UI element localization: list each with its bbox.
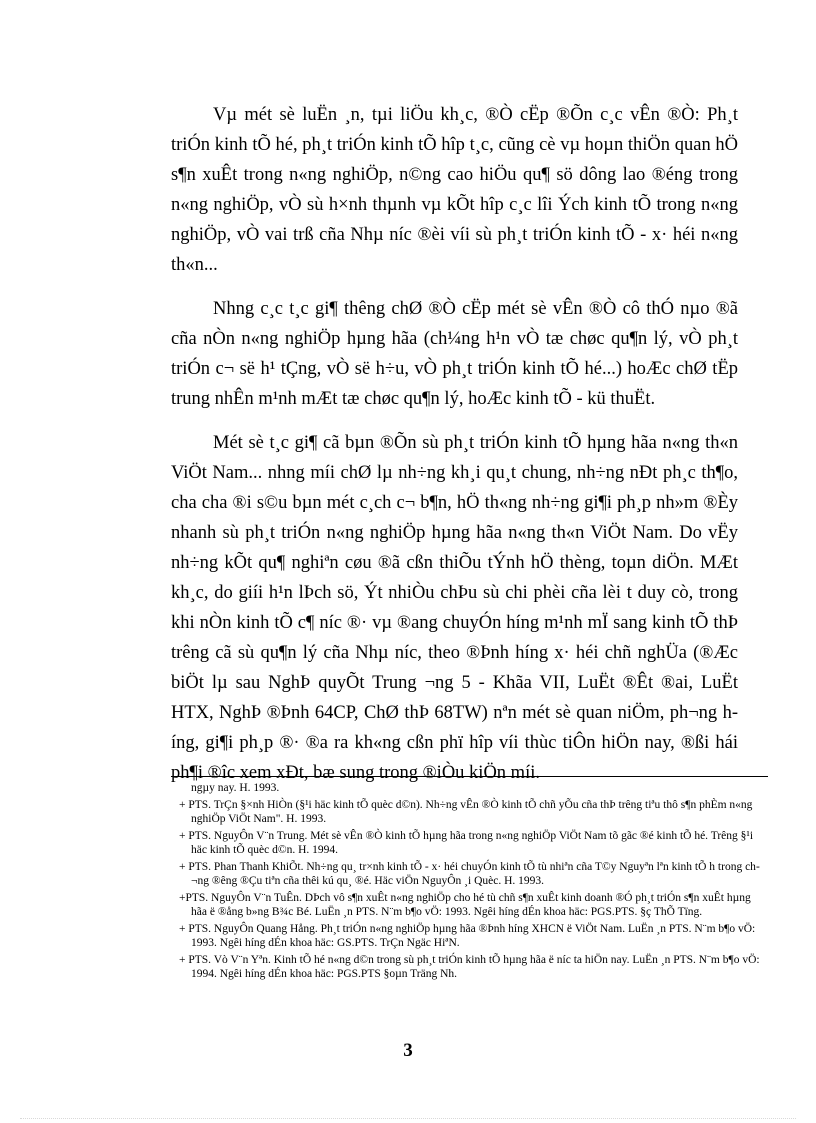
body-text (171, 100, 738, 802)
footnote-item: + PTS. NguyÔn Quang Hång. Ph¸t triÓn n«ng nghiÖp hµng hãa ®Þnh híng XHCN ë ViÖt Nam. LuËn ¸n PTS. N¨m b¶o vÖ: 1993. Ngêi híng dÉn khoa häc: GS.PTS. TrÇn Ngäc HiªN. (179, 922, 756, 949)
footnote-item: + PTS. Vò V¨n Yªn. Kinh tÕ hé n«ng d©n trong sù ph¸t triÓn kinh tÕ hµng hãa ë níc ta hiÖn nay. LuËn ¸n PTS. N¨m b¶o vÖ: 1994. Ngêi híng dÉn khoa häc: PGS.PTS §oµn Träng Nh. (179, 953, 760, 980)
footnote-item: + PTS. NguyÔn V¨n Trung. Mét sè vÊn ®Ò kinh tÕ hµng hãa trong n«ng nghiÖp ViÖt Nam tõ gãc ®é kinh tÕ hé. Trêng §¹i häc kinh tÕ quèc d©n. H. 1994. (179, 829, 754, 856)
footnote-item: + PTS. TrÇn §×nh HiÒn (§¹i häc kinh tÕ quèc d©n). Nh÷ng vÊn ®Ò kinh tÕ chñ yÕu cña thÞ trêng tiªu thô s¶n phÈm n«ng nghiÖp ViÖt Nam". H. 1993. (179, 798, 753, 825)
footnote-continuation: ngµy nay. H. 1993. (191, 782, 280, 794)
footnote-divider (171, 776, 768, 777)
footnote-item: + PTS. Phan Thanh KhiÕt. Nh÷ng qu¸ tr×nh kinh tÕ - x· héi chuyÓn kinh tÕ tù nhiªn cña T©y Nguyªn lªn kinh tÕ h trong ch¬ng ®êng ®Çu tiªn cña thêi kú qu¸ ®é. Häc viÖn NguyÔn ¸i Quèc. H. 1993. (179, 860, 760, 887)
page-number: 3 (403, 1040, 413, 1061)
footnote-item: +PTS. NguyÔn V¨n TuÊn. DÞch vô s¶n xuÊt n«ng nghiÖp cho hé tù chñ s¶n xuÊt kinh doanh ®Ó ph¸t triÓn s¶n xuÊt hµng hãa ë ®ång b»ng B¾c Bé. LuËn ¸n PTS. N¨m b¶o vÖ: 1993. Ngêi híng dÉn khoa häc: PGS.PTS. §ç ThÕ Tïng. (179, 891, 751, 918)
page-bottom-border (20, 1118, 796, 1119)
paragraph-1: Vµ mét sè luËn ¸n, tµi liÖu kh¸c, ®Ò cËp ®Õn c¸c vÊn ®Ò: Ph¸t triÓn kinh tÕ hé, ph¸t triÓn kinh tÕ hîp t¸c, cũng cè vµ hoµn thiÖn quan hÖ s¶n xuÊt trong n«ng nghiÖp, n©ng cao hiÖu qu¶ sö dông lao ®éng trong n«ng nghiÖp, vÒ sù h×nh thµnh vµ kÕt hîp c¸c lîi Ých kinh tÕ trong n«ng nghiÖp, vÒ vai trß cña Nhµ níc ®èi víi sù ph¸t triÓn kinh tÕ - x· héi n«ng th«n... (171, 105, 738, 275)
footnotes (171, 781, 768, 984)
paragraph-2: Nhng c¸c t¸c gi¶ thêng chØ ®Ò cËp mét sè vÊn ®Ò cô thÓ nµo ®ã cña nÒn n«ng nghiÖp hµng hãa (ch¼ng h¹n vÒ tæ chøc qu¶n lý, vÒ ph¸t triÓn c¬ së h¹ tÇng, vÒ së h÷u, vÒ ph¸t triÓn kinh tÕ hé...) hoÆc chØ tËp trung nhÊn m¹nh mÆt tæ chøc qu¶n lý, hoÆc kinh tÕ - kü thuËt. (171, 299, 738, 409)
paragraph-3: Mét sè t¸c gi¶ cã bµn ®Õn sù ph¸t triÓn kinh tÕ hµng hãa n«ng th«n ViÖt Nam... nhng míi chØ lµ nh÷ng kh¸i qu¸t chung, nh÷ng nÐt ph¸c th¶o, cha cha ®i s©u bµn mét c¸ch c¬ b¶n, hÖ th«ng nh÷ng gi¶i ph¸p nh»m ®Èy nhanh sù ph¸t triÓn n«ng nghiÖp hµng hãa n«ng th«n ViÖt Nam. Do vËy nh÷ng kÕt qu¶ nghiªn cøu ®ã cßn thiÕu tÝnh hÖ thèng, toµn diÖn. MÆt kh¸c, do giíi h¹n lÞch sö, Ýt nhiÒu chÞu sù chi phèi cña lèi t duy cò, trong khi nÒn kinh tÕ c¶ níc ®· vµ ®ang chuyÓn híng m¹nh mÏ sang kinh tÕ thÞ trêng cã sù qu¶n lý cña Nhµ níc, theo ®Þnh híng x· héi chñ nghÜa (®Æc biÖt lµ sau NghÞ quyÕt Trung ¬ng 5 - Khãa VII, LuËt ®Êt ®ai, LuËt HTX, NghÞ ®Þnh 64CP, ChØ thÞ 68TW) nªn mét sè quan niÖm, ph¬ng híng, gi¶i ph¸p ®· ®a ra kh«ng cßn phï hîp víi thùc tiÔn hiÖn nay, ®ßi hái ph¶i ®îc xem xÐt, bæ sung trong ®iÒu kiÖn míi. (171, 433, 738, 783)
